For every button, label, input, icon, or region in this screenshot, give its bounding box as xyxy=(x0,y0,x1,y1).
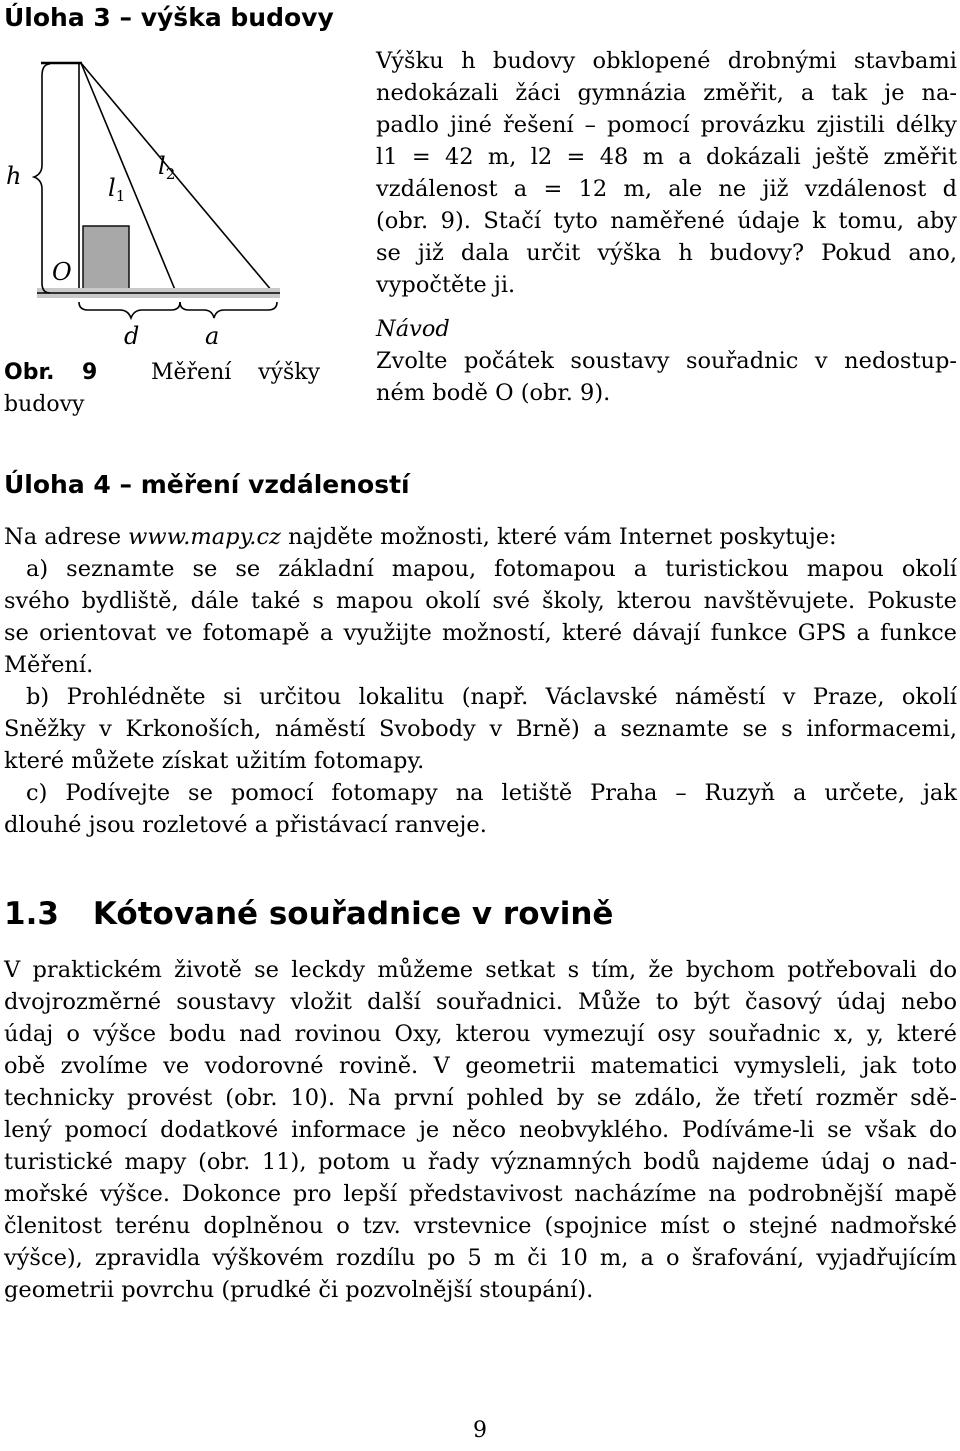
task4-title: Úloha 4 – měření vzdáleností xyxy=(4,470,410,499)
section-heading xyxy=(4,896,613,932)
part-b-line: Sněžky v Krkonoších, náměstí Svobody v Brně) a seznamte se s informacemi, xyxy=(4,716,957,742)
hint-title: Návod xyxy=(376,316,450,342)
section-line: výšce), zpravidla výškovém rozdílu po 5 m či 10 m, a o šrafování, vyjadřujícím xyxy=(4,1245,957,1271)
section-line: dvojrozměrné soustavy vložit další souřadnici. Může to být časový údaj nebo xyxy=(4,989,957,1015)
task3-line: nedokázali žáci gymnázia změřit, a tak je na- xyxy=(376,80,957,106)
section-line: lený pomocí dodatkové informace je něco neobvyklého. Podíváme-li se však do xyxy=(4,1117,957,1143)
hint-line: ném bodě O (obr. 9). xyxy=(376,380,611,406)
task3-line: l1 = 42 m, l2 = 48 m a dokázali ještě změřit xyxy=(376,144,957,170)
task4-text xyxy=(4,521,957,841)
part-a-line: se orientovat ve fotomapě a využijte možností, které dávají funkce GPS a funkce xyxy=(4,620,957,646)
hint-line: Zvolte počátek soustavy souřadnic v nedostup- xyxy=(376,348,957,374)
figure-9-caption xyxy=(4,357,320,421)
part-a-line: Měření. xyxy=(4,652,94,678)
section-line: turistické mapy (obr. 11), potom u řady významných bodů najdeme údaj o nad- xyxy=(4,1149,957,1175)
section-line: obě zvolíme ve vodorovné rovině. V geometrii matematici vymysleli, jak toto xyxy=(4,1053,957,1079)
part-c-line: dlouhé jsou rozletové a přistávací ranveje. xyxy=(4,812,487,838)
brace-h xyxy=(34,64,50,293)
task3-line: se již dala určit výška h budovy? Pokud ano, xyxy=(376,240,957,266)
part-c-line: c) Podívejte se pomocí fotomapy na letiště Praha – Ruzyň a určete, jak xyxy=(26,780,957,806)
page-number: 9 xyxy=(473,1418,487,1443)
section-line: údaj o výšce bodu nad rovinou Oxy, kterou vymezují osy souřadnic x, y, které xyxy=(4,1021,957,1047)
task3-title: Úloha 3 – výška budovy xyxy=(4,3,334,32)
small-building xyxy=(83,226,129,294)
task4-intro: Na adrese www.mapy.cz najděte možnosti, které vám Internet poskytuje: xyxy=(4,524,837,550)
label-l2: $l_2$ xyxy=(158,152,176,183)
part-a-line: svého bydliště, dále také s mapou okolí své školy, kterou navštěvujete. Pokuste xyxy=(4,588,957,614)
section-line: členitost terénu doplněnou o tzv. vrstevnice (spojnice míst o stejné nadmořské xyxy=(4,1213,957,1239)
mapy-link[interactable]: www.mapy.cz xyxy=(128,524,281,550)
section-line: geometrii povrchu (prudké či pozvolnější stoupání). xyxy=(4,1277,594,1303)
task3-line: vypočtěte ji. xyxy=(376,272,516,298)
task3-text xyxy=(376,45,957,409)
task3-line: vzdálenost a = 12 m, ale ne již vzdálenost d xyxy=(376,176,957,202)
label-a: a xyxy=(205,322,220,350)
section-line: mořské výšce. Dokonce pro lepší představivost nacházíme na podrobnější mapě xyxy=(4,1181,957,1207)
section-line: V praktickém životě se leckdy můžeme setkat s tím, že bychom potřebovali do xyxy=(4,957,957,983)
section-text xyxy=(4,954,957,1306)
part-a-line: a) seznamte se se základní mapou, fotomapou a turistickou mapou okolí xyxy=(26,556,957,582)
label-h: h xyxy=(6,162,22,190)
label-O: O xyxy=(52,258,72,286)
task3-line: padlo jiné řešení – pomocí provázku zjistili délky xyxy=(376,112,957,138)
brace-d xyxy=(79,302,180,318)
part-b-line: b) Prohlédněte si určitou lokalitu (např. Václavské náměstí v Praze, okolí xyxy=(26,684,957,710)
caption-number: Obr. 9 xyxy=(4,360,98,385)
brace-a xyxy=(180,302,277,318)
part-b-line: které můžete získat užitím fotomapy. xyxy=(4,748,425,774)
section-number: 1.3 xyxy=(4,896,59,932)
caption-text: Měření výšky budovy xyxy=(4,360,320,417)
section-line: technicky provést (obr. 10). Na první pohled by se zdálo, že třetí rozměr sdě- xyxy=(4,1085,957,1111)
label-d: d xyxy=(124,322,140,350)
task3-line: Výšku h budovy obklopené drobnými stavbami xyxy=(376,48,957,74)
task3-line: (obr. 9). Stačí tyto naměřené údaje k tomu, aby xyxy=(376,208,957,234)
section-title: Kótované souřadnice v rovině xyxy=(92,896,614,932)
label-l1: $l_1$ xyxy=(108,174,126,205)
